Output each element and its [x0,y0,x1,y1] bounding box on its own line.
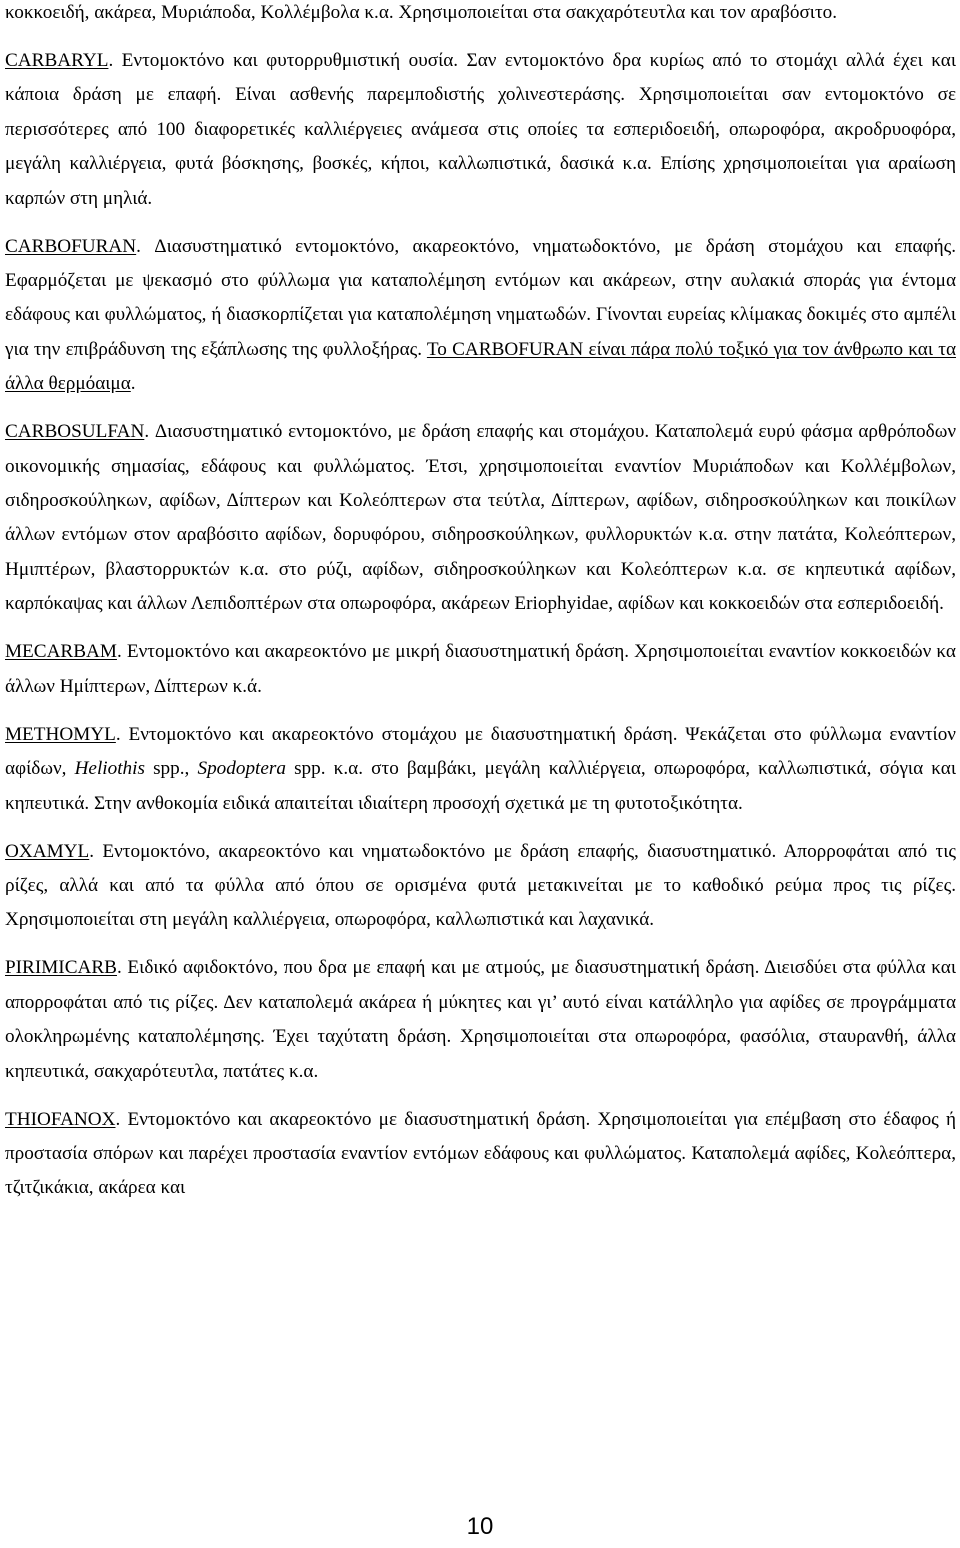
term-pirimicarb: PIRIMICARB [5,957,117,979]
paragraph-intro [5,0,956,30]
paragraph-carbaryl [5,44,956,216]
carbaryl-description: . Εντομοκτόνο και φυτορρυθμιστική ουσία. Σαν εντομοκτόνο δρα κυρίως από το στομάχι αλλά έχει και κάποια δράση με επαφή. Είναι ασθενής παρεμποδιστής χολινεστεράσης. Χρησιμοποιείται σαν εντομοκτόνο σε περισσότερες από 100 διαφορετικές καλλιέργειες ανάμεσα στις οποίες τα εσπεριδοειδή, οπωροφόρα, ακροδρυοφόρα, μεγάλη καλλιέργεια, φυτά βόσκησης, βοσκές, κήποι, καλλωπιστικά, δασικά κ.α. Επίσης χρησιμοποιείται για αραίωση καρπών στη μηλιά. [5,50,956,209]
carbofuran-end: . [130,373,136,395]
oxamyl-description: . Εντομοκτόνο, ακαρεοκτόνο και νηματωδοκτόνο με δράση επαφής, διασυστηματικό. Απορροφάται από τις ρίζες, αλλά και από τα φύλλα από όπου σε ορισμένα φυτά μετακινείται με το καθοδικό ρεύμα προς τις ρίζες. Χρησιμοποιείται στη μεγάλη καλλιέργεια, οπωροφόρα, καλλωπιστικά και λαχανικά. [5,840,956,931]
thiofanox-description: . Εντομοκτόνο και ακαρεοκτόνο με διασυστηματική δράση. Χρησιμοποιείται για επέμβαση στο έδαφος ή προστασία σπόρων και παρέχει προστασία εναντίον εντόμων εδάφους και φυλλώματος. Καταπολεμά αφίδες, Κολεόπτερα, τζιτζικάκια, ακάρεα και [5,1108,956,1199]
term-oxamyl: OXAMYL [5,840,90,862]
methomyl-description-b: spp., [144,758,198,780]
methomyl-description-c: spp. κ.α. στο βαμβάκι, μεγάλη καλλιέργεια, οπωροφόρα, καλλωπιστικά, σόγια και κηπευτικά. Στην ανθοκομία ειδικά απαιτείται ιδιαίτερη προσοχή σχετικά με τη φυτοτοξικότητα. [5,758,957,814]
paragraph-oxamyl [5,835,956,938]
pirimicarb-description: . Ειδικό αφιδοκτόνο, που δρα με επαφή και με ατμούς, με διασυστηματική δράση. Διεισδύει στα φύλλα και απορροφάται από τις ρίζες. Δεν καταπολεμά ακάρεα ή μύκητες και γι’ αυτό είναι κατάλληλο για αφίδες σε προγράμματα ολοκληρωμένης καταπολέμησης. Έχει ταχύτατη δράση. Χρησιμοποιείται στα οπωροφόρα, φασόλια, σταυρανθή, άλλα κηπευτικά, σακχαρότευτλα, πατάτες κ.α. [5,957,956,1082]
page-number: 10 [466,1513,494,1540]
term-carbosulfan: CARBOSULFAN [5,421,145,443]
paragraph-pirimicarb [5,951,956,1089]
genus-heliothis: Heliothis [74,758,145,780]
term-carbaryl: CARBARYL [5,50,109,71]
term-carbofuran: CARBOFURAN [5,235,137,257]
methomyl-description-a: . Εντομοκτόνο και ακαρεοκτόνο στομάχου με διασυστηματική δράση. Ψεκάζεται στο φύλλωμα εναντίον αφίδων, [5,723,956,780]
paragraph-mecarbam [5,635,956,704]
paragraph-methomyl [5,718,956,821]
mecarbam-description: . Εντομοκτόνο και ακαρεοκτόνο με μικρή διασυστηματική δράση. Χρησιμοποιείται εναντίον κοκκοειδών κα άλλων Ημίπτερων, Δίπτερων κ.ά. [5,641,956,697]
genus-spodoptera: Spodoptera [197,758,286,780]
carbosulfan-description: . Διασυστηματικό εντομοκτόνο, με δράση επαφής και στομάχου. Καταπολεμά ευρύ φάσμα αρθρόποδων οικονομικής σημασίας, εδάφους και φυλλώματος. Έτσι, χρησιμοποιείται εναντίον Μυριάποδων και Κολλέμβολων, σιδηροσκούληκων, αφίδων, Δίπτερων και Κολεόπτερων στα τεύτλα, Δίπτερων, αφίδων, σιδηροσκούληκων και ποικίλων άλλων εντόμων στον αραβόσιτο αφίδων, δορυφόρου, σιδηροσκούληκων, φυλλορυκτών κ.α. στην πατάτα, Κολεόπτερων, Ημιπτέρων, βλαστορρυκτών κ.α. στο ρύζι, αφίδων, σιδηροσκούληκων και Κολεόπτερων κ.α. σε κηπευτικά αφίδων, καρπόκαψας και άλλων Λεπιδοπτέρων στα οπωροφόρα, ακάρεων Eriophyidae, αφίδων και κοκκοειδών στα εσπεριδοειδή. [5,421,956,615]
paragraph-carbofuran [5,230,956,402]
term-methomyl: METHOMYL [5,723,116,745]
term-mecarbam: MECARBAM [5,641,117,663]
paragraph-thiofanox [5,1103,956,1206]
term-thiofanox: THIOFANOX [5,1108,116,1130]
intro-text: κοκκοειδή, ακάρεα, Μυριάποδα, Κολλέμβολα κ.α. Χρησιμοποιείται στα σακχαρότευτλα και τον αραβόσιτο. [5,2,838,23]
carbofuran-toxicity-warning: Το CARBOFURAN είναι πάρα πολύ τοξικό για τον άνθρωπο και τα άλλα θερμόαιμα [5,338,956,395]
paragraph-carbosulfan [5,415,956,621]
carbofuran-description: . Διασυστηματικό εντομοκτόνο, ακαρεοκτόνο, νηματωδοκτόνο, με δράση στομάχου και επαφής. Εφαρμόζεται με ψεκασμό στο φύλλωμα για καταπολέμηση εντόμων και ακάρεων, στην αυλακιά σποράς για έντομα εδάφους και φυλλώματος, ή διασκορπίζεται για καταπολέμηση νηματωδών. Γίνονται ευρείας κλίμακας δοκιμές στο αμπέλι για την επιβράδυνση της εξάπλωσης της φυλλοξήρας. [5,235,956,360]
document-page [5,0,956,1219]
